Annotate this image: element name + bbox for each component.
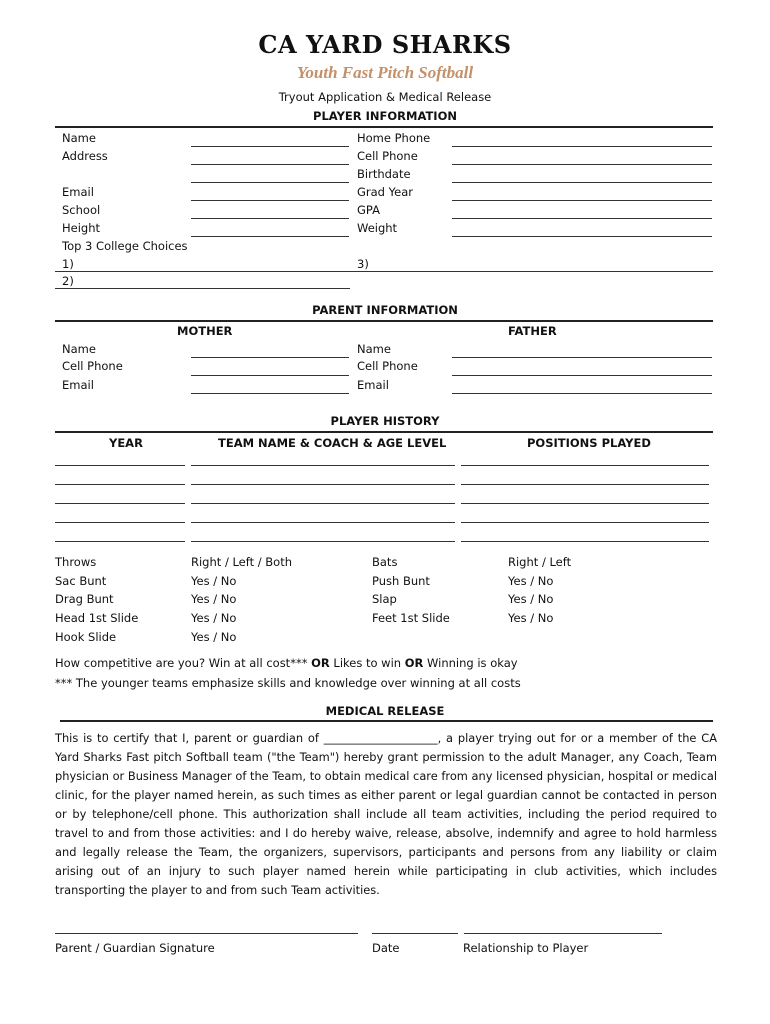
parent-info-heading: PARENT INFORMATION [312,303,458,317]
push-bunt-options[interactable]: Yes / No [508,574,554,588]
competitive-question: How competitive are you? Win at all cost*** OR Likes to win OR Winning is okay [55,656,518,670]
mother-name-field[interactable] [191,357,349,358]
player-school-field[interactable] [191,218,349,219]
slap-options[interactable]: Yes / No [508,592,554,606]
father-name-label: Name [357,342,391,356]
history-rule [55,431,713,433]
college-choices-row-2-field[interactable] [55,288,350,289]
hook-slide-label: Hook Slide [55,630,117,644]
history-year-field[interactable] [55,541,185,542]
gpa-field[interactable] [452,218,712,219]
mother-name-label: Name [62,342,96,356]
father-name-field[interactable] [452,357,712,358]
parent-signature-label: Parent / Guardian Signature [55,941,215,955]
drag-bunt-options[interactable]: Yes / No [191,592,237,606]
date-field[interactable] [372,933,458,934]
mother-cell-field[interactable] [191,375,349,376]
competitive-note: *** The younger teams emphasize skills and knowledge over winning at all costs [55,676,521,690]
player-email-label: Email [62,185,94,199]
parent-info-rule [55,320,713,322]
player-height-field[interactable] [191,236,349,237]
sac-bunt-options[interactable]: Yes / No [191,574,237,588]
drag-bunt-label: Drag Bunt [55,592,114,606]
mother-cell-label: Cell Phone [62,359,123,373]
history-positions-field[interactable] [461,541,709,542]
medical-release-text: This is to certify that I, parent or guardian of ____________________, a player trying out for or a member of the CA Yard Sharks Fast pitch Softball team ("the Team") hereby grant permission to the adult Manager, any Coach, Team physician or Business Manager of the Team, to obtain medical care from any licensed physician, hospital or medical clinic, for the player named herein, as such times as either parent or legal guardian cannot be contacted in person or by telephone/cell phone. This authorization shall include all team activities, including the period required to travel to and from those activities: and I do hereby waive, release, absolve, indemnify and agree to hold harmless and legally release the Team, the organizers, supervisors, participants and persons from any liability or claim arising out of an injury to such player named herein while participating in club activities, which includes transporting the player to and from such Team activities. [55,731,717,897]
mother-email-field[interactable] [191,393,349,394]
throws-label: Throws [55,555,97,569]
cell-phone-label: Cell Phone [357,149,418,163]
father-cell-label: Cell Phone [357,359,418,373]
feet-slide-options[interactable]: Yes / No [508,611,554,625]
form-title-main: CA YARD SHARKS [258,30,512,59]
player-email-field[interactable] [191,200,349,201]
father-cell-field[interactable] [452,375,712,376]
history-team-field[interactable] [191,541,455,542]
form-heading: Tryout Application & Medical Release [278,90,492,104]
weight-field[interactable] [452,236,712,237]
father-email-field[interactable] [452,393,712,394]
history-col-year: YEAR [109,436,143,450]
player-name-field[interactable] [191,146,349,147]
medical-release-heading: MEDICAL RELEASE [325,704,445,718]
sac-bunt-label: Sac Bunt [55,574,107,588]
history-team-field[interactable] [191,465,455,466]
history-team-field[interactable] [191,484,455,485]
slap-label: Slap [372,592,397,606]
home-phone-label: Home Phone [357,131,431,145]
grad-year-label: Grad Year [357,185,413,199]
player-school-label: School [62,203,101,217]
history-year-field[interactable] [55,503,185,504]
history-year-field[interactable] [55,484,185,485]
gpa-label: GPA [357,203,380,217]
player-address-field-1[interactable] [191,164,349,165]
mother-email-label: Email [62,378,94,392]
head-slide-label: Head 1st Slide [55,611,139,625]
push-bunt-label: Push Bunt [372,574,430,588]
college-choices-row-1-field[interactable] [55,271,713,272]
player-info-heading: PLAYER INFORMATION [313,109,457,123]
college-choice-3-label: 3) [357,257,369,271]
history-heading: PLAYER HISTORY [330,414,440,428]
grad-year-field[interactable] [452,200,712,201]
hook-slide-options[interactable]: Yes / No [191,630,237,644]
history-positions-field[interactable] [461,503,709,504]
form-subtitle: Youth Fast Pitch Softball [296,63,474,82]
birthdate-label: Birthdate [357,167,411,181]
bats-options[interactable]: Right / Left [508,555,572,569]
birthdate-field[interactable] [452,182,712,183]
player-info-rule [55,126,713,128]
bats-label: Bats [372,555,398,569]
history-team-field[interactable] [191,522,455,523]
father-heading: FATHER [508,324,557,338]
history-positions-field[interactable] [461,522,709,523]
history-col-positions: POSITIONS PLAYED [527,436,651,450]
college-choices-label: Top 3 College Choices [62,239,188,253]
player-height-label: Height [62,221,101,235]
throws-options[interactable]: Right / Left / Both [191,555,293,569]
player-address-field-2[interactable] [191,182,349,183]
player-address-label: Address [62,149,108,163]
mother-heading: MOTHER [177,324,233,338]
college-choice-2-label: 2) [62,274,74,288]
medical-release-rule [60,720,713,722]
history-year-field[interactable] [55,465,185,466]
history-team-field[interactable] [191,503,455,504]
relationship-label: Relationship to Player [463,941,589,955]
cell-phone-field[interactable] [452,164,712,165]
weight-label: Weight [357,221,398,235]
home-phone-field[interactable] [452,146,712,147]
head-slide-options[interactable]: Yes / No [191,611,237,625]
parent-signature-field[interactable] [55,933,358,934]
relationship-field[interactable] [464,933,662,934]
player-name-label: Name [62,131,96,145]
history-positions-field[interactable] [461,465,709,466]
history-positions-field[interactable] [461,484,709,485]
feet-slide-label: Feet 1st Slide [372,611,450,625]
father-email-label: Email [357,378,389,392]
date-label: Date [372,941,400,955]
college-choice-1-label: 1) [62,257,74,271]
history-col-team: TEAM NAME & COACH & AGE LEVEL [218,436,447,450]
history-year-field[interactable] [55,522,185,523]
